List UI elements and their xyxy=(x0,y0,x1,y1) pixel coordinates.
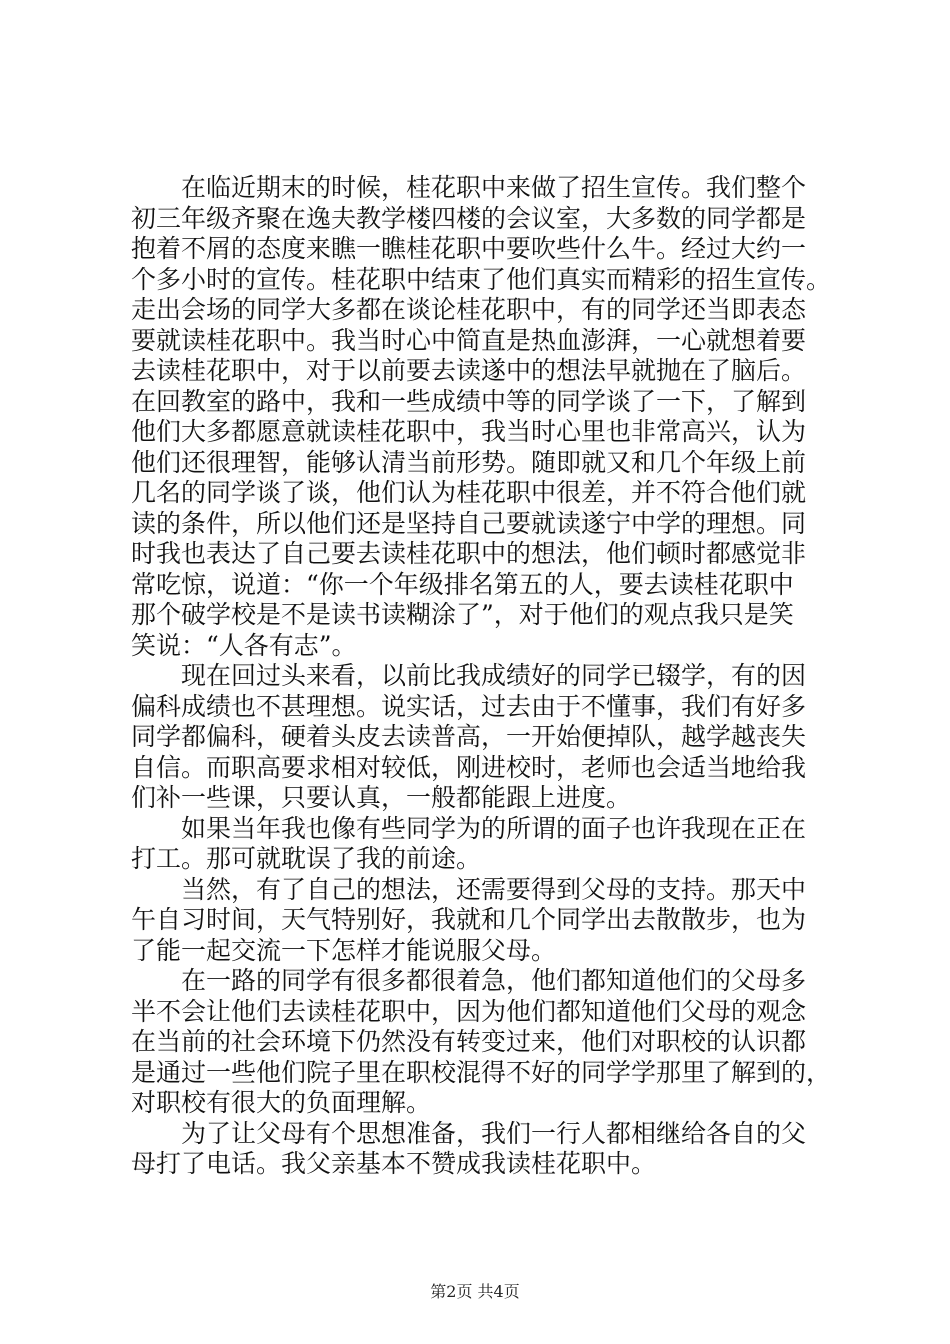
text-line: 他们还很理智，能够认清当前形势。随即就又和几个年级上前 xyxy=(131,447,807,477)
text-line: 初三年级齐聚在逸夫教学楼四楼的会议室，大多数的同学都是 xyxy=(131,203,807,233)
paragraph xyxy=(131,966,851,1119)
text-line: 母打了电话。我父亲基本不赞成我读桂花职中。 xyxy=(131,1149,657,1178)
text-line: 个多小时的宣传。桂花职中结束了他们真实而精彩的招生宣传。 xyxy=(131,264,832,294)
text-line: 同学都偏科，硬着头皮去读普高，一开始便掉队，越学越丧失 xyxy=(131,722,807,751)
text-line: 走出会场的同学大多都在谈论桂花职中，有的同学还当即表态 xyxy=(131,295,807,324)
text-line: 去读桂花职中，对于以前要去读遂中的想法早就抛在了脑后。 xyxy=(131,356,807,385)
text-line: 自信。而职高要求相对较低，刚进校时，老师也会适当地给我 xyxy=(131,752,807,782)
paragraph xyxy=(131,173,851,661)
text-line: 要就读桂花职中。我当时心中简直是热血澎湃，一心就想着要 xyxy=(131,325,807,355)
text-line: 当然，有了自己的想法，还需要得到父母的支持。那天中 xyxy=(131,874,807,904)
text-line: 偏科成绩也不甚理想。说实话，过去由于不懂事，我们有好多 xyxy=(131,691,807,721)
text-line: 时我也表达了自己要去读桂花职中的想法，他们顿时都感觉非 xyxy=(131,539,807,568)
text-line: 午自习时间，天气特别好，我就和几个同学出去散散步，也为 xyxy=(131,905,807,934)
text-line: 他们大多都愿意就读桂花职中，我当时心里也非常高兴，认为 xyxy=(131,417,807,446)
text-line: 笑说：“人各有志”。 xyxy=(131,630,357,660)
text-line: 为了让父母有个思想准备，我们一行人都相继给各自的父 xyxy=(131,1118,807,1148)
text-line: 在临近期末的时候，桂花职中来做了招生宣传。我们整个 xyxy=(131,173,807,202)
text-line: 几名的同学谈了谈，他们认为桂花职中很差，并不符合他们就 xyxy=(131,478,807,507)
text-line: 在回教室的路中，我和一些成绩中等的同学谈了一下，了解到 xyxy=(131,386,807,416)
text-line: 在一路的同学有很多都很着急，他们都知道他们的父母多 xyxy=(131,966,807,995)
text-line: 们补一些课，只要认真，一般都能跟上进度。 xyxy=(131,783,632,812)
paragraph xyxy=(131,661,851,814)
paragraph xyxy=(131,814,851,875)
text-line: 如果当年我也像有些同学为的所谓的面子也许我现在正在 xyxy=(131,813,807,843)
paragraph xyxy=(131,875,851,967)
text-line: 现在回过头来看，以前比我成绩好的同学已辍学，有的因 xyxy=(131,661,807,690)
body-text xyxy=(131,173,851,1180)
text-line: 读的条件，所以他们还是坚持自己要就读遂宁中学的理想。同 xyxy=(131,508,807,538)
text-line: 半不会让他们去读桂花职中，因为他们都知道他们父母的观念 xyxy=(131,996,807,1026)
text-line: 抱着不屑的态度来瞧一瞧桂花职中要吹些什么牛。经过大约一 xyxy=(131,234,807,263)
page-number-footer: 第2页 共4页 xyxy=(430,1282,520,1301)
text-line: 对职校有很大的负面理解。 xyxy=(131,1088,432,1117)
text-line: 了能一起交流一下怎样才能说服父母。 xyxy=(131,935,557,965)
text-line: 常吃惊，说道：“你一个年级排名第五的人，要去读桂花职中 xyxy=(131,569,794,599)
text-line: 打工。那可就耽误了我的前途。 xyxy=(131,844,482,873)
text-line: 是通过一些他们院子里在职校混得不好的同学学那里了解到的， xyxy=(131,1057,832,1087)
text-line: 在当前的社会环境下仍然没有转变过来，他们对职校的认识都 xyxy=(131,1027,807,1056)
paragraph xyxy=(131,1119,851,1180)
text-line: 那个破学校是不是读书读糊涂了”，对于他们的观点我只是笑 xyxy=(131,600,794,629)
